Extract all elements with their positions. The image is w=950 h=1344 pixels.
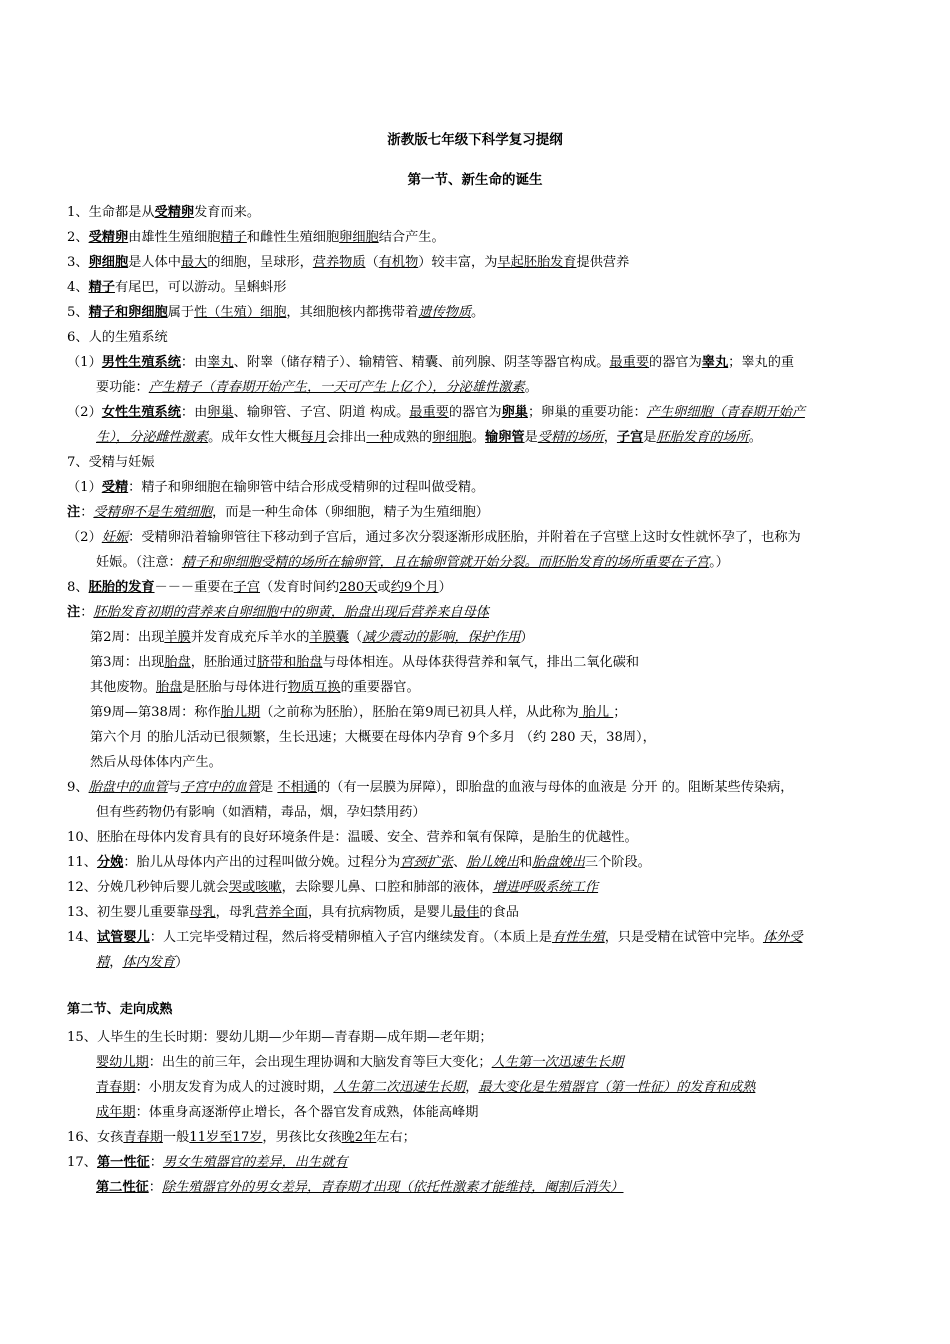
text-run: 青春期 [123, 1130, 163, 1145]
text-run: 营养全面 [255, 905, 308, 920]
text-line [67, 1128, 416, 1148]
text-run: 人生第二次迅速生长期 [333, 1080, 466, 1095]
text-run: ： [80, 505, 94, 520]
text-run: 体内发育 [122, 955, 176, 970]
text-run: 、 [453, 855, 467, 870]
text-run: ，去除婴儿鼻、口腔和肺部的液体， [281, 880, 493, 895]
text-run: ：胎儿从母体内产出的过程叫做分娩。过程分为 [123, 855, 401, 870]
text-run: 8、 [67, 580, 89, 595]
text-run: 结合产生。 [378, 230, 445, 245]
text-run: 一种 [366, 430, 393, 445]
text-run: 第二性征 [96, 1180, 149, 1195]
document-title: 浙教版七年级下科学复习提纲 [387, 132, 563, 148]
text-run: 最佳 [453, 905, 480, 920]
text-run: 男女生殖器官的差异，出生就有 [162, 1155, 348, 1170]
text-line [67, 253, 629, 273]
text-run: 提供营养 [576, 255, 630, 270]
text-run: 子宫中的血管 [180, 780, 261, 795]
text-line [96, 428, 762, 448]
text-run: 17、 [67, 1155, 97, 1170]
text-run: 6、人的生殖系统 [67, 330, 168, 345]
text-run: ，具有抗病物质，是婴儿 [307, 905, 454, 920]
text-run: ：由 [180, 355, 208, 370]
text-run: 母乳 [189, 905, 216, 920]
text-line [67, 503, 489, 523]
text-line [67, 478, 484, 498]
text-run: 发育而来。 [194, 205, 261, 220]
text-run: 子宫 [233, 580, 261, 595]
text-run: 。 [748, 430, 762, 445]
text-run: 但有些药物仍有影响（如酒精，毒品，烟，孕妇禁用药） [96, 805, 426, 820]
text-line [90, 753, 222, 773]
text-run: 早起胚胎发育 [497, 255, 577, 270]
text-run: 妊娠 [101, 530, 129, 545]
text-run: 3、 [67, 255, 89, 270]
text-run: （发育时间约 [260, 580, 340, 595]
text-line [67, 453, 155, 473]
text-run: 。 [471, 305, 485, 320]
text-run: 。成年女性大概 [208, 430, 301, 445]
text-run: 15、人毕生的生长时期：婴幼儿期—少年期—青春期—成年期—老年期； [67, 1030, 493, 1045]
text-run: 精子和卵细胞 [88, 305, 168, 320]
text-run: 最大变化是生殖器官（第一性征）的发育和成熟 [478, 1080, 756, 1095]
section-1-heading: 第一节、新生命的诞生 [407, 172, 543, 188]
text-run: 最重要 [409, 405, 449, 420]
text-run: （2） [67, 405, 102, 420]
text-run: 胎盘中的血管 [88, 780, 168, 795]
text-run: 青春期 [96, 1080, 136, 1095]
text-line [90, 728, 656, 748]
text-run: 的食品 [479, 905, 519, 920]
text-line [67, 403, 805, 423]
text-run: ：体重身高逐渐停止增长，各个器官发育成熟，体能高峰期 [135, 1105, 479, 1120]
text-run: ：由 [180, 405, 208, 420]
text-run: 产生卵细胞（青春期开始产 [646, 405, 805, 420]
text-run: ，而是一种生命体（卵细胞，精子为生殖细胞） [212, 505, 489, 520]
text-run: 第3周：出现 [90, 655, 165, 670]
text-run: 试管婴儿 [96, 930, 150, 945]
text-line [67, 303, 484, 323]
text-run: 。） [709, 555, 729, 570]
text-run: 并发育成充斥羊水的 [190, 630, 310, 645]
text-run: 1、生命都是从 [67, 205, 155, 220]
text-run: 卵细胞 [432, 430, 472, 445]
text-run: 10、胚胎在母体内发育具有的良好环境条件是：温暖、安全、营养和氧有保障，是胎生的优越性。 [67, 830, 638, 845]
text-run: 的重要器官。 [340, 680, 420, 695]
text-run: 增进呼吸系统工作 [492, 880, 599, 895]
text-run: 除生殖器官外的男女差异，青春期才出现（依托性激素才能维持，阉割后消失） [161, 1180, 624, 1195]
text-run: 的器官为 [448, 405, 502, 420]
text-run: 其他废物。 [90, 680, 156, 695]
text-run: ，母乳 [215, 905, 256, 920]
text-run: 12、分娩几秒钟后婴儿就会 [67, 880, 229, 895]
text-line [67, 828, 638, 848]
text-run: ；睾丸的重 [728, 355, 795, 370]
text-run: 是人体中 [128, 255, 181, 270]
text-run: 的器官为 [649, 355, 702, 370]
text-run: 羊膜囊 [309, 630, 349, 645]
text-run: ； [613, 705, 627, 720]
text-run: ， [465, 1080, 479, 1095]
text-run: ： [148, 1180, 162, 1195]
text-run: 精子和卵细胞受精的场所在输卵管，且在输卵管就开始分裂。而胚胎发育的场所重要在子宫 [181, 555, 710, 570]
text-run: ， [109, 955, 123, 970]
text-run: 卵巢 [501, 405, 528, 420]
text-run: 的细胞，呈球形， [207, 255, 313, 270]
text-run: 是胚胎与母体进行 [182, 680, 288, 695]
text-run: 是 [643, 430, 657, 445]
text-run: ， [603, 430, 617, 445]
text-run: 子宫 [616, 430, 644, 445]
text-run: 和 [518, 855, 533, 870]
text-run: 受精卵 [154, 205, 195, 220]
text-run: ；卵巢的重要功能： [527, 405, 647, 420]
text-run: ： [149, 1155, 163, 1170]
text-run: 产生精子（青春期开始产生，一天可产生上亿个），分泌雄性激素 [148, 380, 525, 395]
text-run: 性（生殖）细胞 [194, 305, 287, 320]
text-line [67, 203, 260, 223]
text-run: ）较丰富，为 [418, 255, 498, 270]
text-line [90, 703, 626, 723]
text-run: 卵细胞 [339, 230, 379, 245]
text-run: 、附睾（储存精子）、输精管、精囊、前列腺、阴茎等器官构成。 [233, 355, 610, 370]
text-run: 与母体相连。从母体获得营养和氧气，排出二氧化碳和 [322, 655, 640, 670]
text-run: 受精卵不是生殖细胞 [93, 505, 213, 520]
text-line [67, 328, 168, 348]
text-run: 5、 [67, 305, 89, 320]
text-run: 16、女孩 [67, 1130, 124, 1145]
text-line [67, 878, 598, 898]
text-line [96, 803, 426, 823]
text-run: 、输卵管、子宫、阴道 构成。 [233, 405, 410, 420]
text-line [67, 228, 445, 248]
text-line [67, 1028, 493, 1048]
text-run: 卵巢 [207, 405, 234, 420]
text-line [67, 1153, 348, 1173]
text-run: 属于 [167, 305, 195, 320]
text-run: 受精卵 [88, 230, 129, 245]
text-run: 要功能： [96, 380, 149, 395]
text-run: 羊膜 [164, 630, 191, 645]
text-line [90, 678, 420, 698]
text-run: 遗传物质 [418, 305, 472, 320]
text-run: 是 [260, 780, 278, 795]
text-run: －－－重要在 [154, 580, 234, 595]
text-run: 精子 [220, 230, 247, 245]
text-run: 2、 [67, 230, 89, 245]
text-run: 7、受精与妊娠 [67, 455, 155, 470]
text-run: 精 [96, 955, 110, 970]
text-run: 有尾巴，可以游动。呈蝌蚪形 [114, 280, 287, 295]
text-run: 9、 [67, 780, 89, 795]
text-run: 宫颈扩张 [400, 855, 454, 870]
text-run: 三个阶段。 [584, 855, 651, 870]
text-line [67, 528, 801, 548]
text-run: 物质互换 [287, 680, 341, 695]
text-line [67, 578, 452, 598]
text-run: 卵细胞 [88, 255, 129, 270]
text-run: 第9周—第38周：称作 [90, 705, 221, 720]
text-line [96, 553, 729, 573]
text-run: 一般 [162, 1130, 190, 1145]
text-run: 11岁至17岁 [189, 1130, 263, 1145]
text-run: ） [520, 630, 534, 645]
text-run: ：小朋友发育为成人的过渡时期， [135, 1080, 334, 1095]
text-line [67, 778, 794, 798]
text-run: 睾丸 [207, 355, 234, 370]
text-line [67, 853, 651, 873]
text-run: 第一性征 [96, 1155, 150, 1170]
text-run: 胎盘 [155, 680, 183, 695]
text-run: （1） [67, 355, 102, 370]
text-line [96, 1103, 478, 1123]
text-run: 。 [524, 380, 538, 395]
text-run: 精子 [88, 280, 115, 295]
text-run: 男性生殖系统 [101, 355, 181, 370]
text-run: （2） [67, 530, 102, 545]
text-run: 不相通 [277, 780, 317, 795]
text-run: 脐带和胎盘 [256, 655, 323, 670]
text-run: 胎儿期 [220, 705, 261, 720]
text-run: 妊娠。（注意： [96, 555, 182, 570]
text-run: 与 [167, 780, 181, 795]
text-run: 有机物 [378, 255, 419, 270]
text-run: （ [348, 630, 363, 645]
text-run: 和雌性生殖细胞 [246, 230, 340, 245]
text-run: （ [365, 255, 379, 270]
text-run: 生），分泌雌性激素 [96, 430, 209, 445]
text-run: 减少震动的影响，保护作用 [362, 630, 521, 645]
text-run: 注 [67, 605, 81, 620]
text-run: 最大 [180, 255, 208, 270]
text-run: ：精子和卵细胞在输卵管中结合形成受精卵的过程叫做受精。 [128, 480, 485, 495]
text-run: 11、 [67, 855, 97, 870]
text-run: 最重要 [609, 355, 650, 370]
text-line [96, 953, 188, 973]
text-run: ： [80, 605, 94, 620]
text-run: 人生第一次迅速生长期 [491, 1055, 624, 1070]
text-run: ，其细胞核内都携带着 [286, 305, 419, 320]
text-run: 有性生殖 [551, 930, 605, 945]
text-run: 注 [67, 505, 81, 520]
text-run: 成熟的 [392, 430, 433, 445]
text-run: （1） [67, 480, 102, 495]
text-run: 胎儿 [578, 705, 614, 720]
text-line [67, 903, 519, 923]
text-run: 胚胎发育初期的营养来自卵细胞中的卵黄，胎盘出现后营养来自母体 [93, 605, 489, 620]
text-line [96, 1053, 624, 1073]
text-run: 第2周：出现 [90, 630, 165, 645]
text-run: ：人工完毕受精过程，然后将受精卵植入子宫内继续发育。（本质上是 [149, 930, 552, 945]
text-run: 约9个月 [390, 580, 439, 595]
text-run: 受精 [101, 480, 129, 495]
text-run: ） [175, 955, 189, 970]
text-run: 14、 [67, 930, 97, 945]
text-line [67, 278, 286, 298]
text-run: 输卵管 [485, 430, 525, 445]
text-run: ，只是受精在试管中完毕。 [604, 930, 763, 945]
text-run: 每月 [300, 430, 327, 445]
text-run: 由雄性生殖细胞 [128, 230, 221, 245]
text-run: 体外受 [762, 930, 803, 945]
text-run: 哭或咳嗽 [228, 880, 282, 895]
text-run: 左右； [376, 1130, 416, 1145]
text-run: 4、 [67, 280, 89, 295]
text-run: ：出生的前三年，会出现生理协调和大脑发育等巨大变化； [148, 1055, 492, 1070]
text-run: 胚胎的发育 [88, 580, 155, 595]
text-run: 成年期 [96, 1105, 136, 1120]
text-run: 婴幼儿期 [96, 1055, 149, 1070]
text-run: 女性生殖系统 [101, 405, 181, 420]
text-run: 280天 [339, 580, 378, 595]
text-run: 的（有一层膜为屏障），即胎盘的血液与母体的血液是 分开 的。阻断某些传染病， [316, 780, 794, 795]
text-run: 是 [524, 430, 538, 445]
text-run: 晚2年 [341, 1130, 377, 1145]
text-line [96, 1178, 624, 1198]
text-line [67, 928, 803, 948]
text-line [90, 653, 639, 673]
text-run: 受精的场所 [537, 430, 604, 445]
text-run: 营养物质 [312, 255, 366, 270]
text-run: 第六个月 的胎儿活动已很频繁，生长迅速；大概要在母体内孕育 9个多月 （约 280 天，38周）， [90, 730, 656, 745]
text-run: 13、初生婴儿重要靠 [67, 905, 190, 920]
section-2-heading: 第二节、走向成熟 [67, 1002, 173, 1017]
text-run: ，胚胎通过 [190, 655, 257, 670]
text-run: 胎盘娩出 [532, 855, 585, 870]
text-run: 睾丸 [701, 355, 729, 370]
text-line [96, 378, 538, 398]
text-line [96, 1078, 755, 1098]
text-run: 胎盘 [164, 655, 191, 670]
text-run: 会排出 [326, 430, 367, 445]
text-run: （之前称为胚胎），胚胎在第9周已初具人样，从此称为 [260, 705, 579, 720]
text-run: 胚胎发育的场所 [656, 430, 749, 445]
text-run: 分娩 [96, 855, 124, 870]
text-line [67, 603, 489, 623]
text-run: ） [438, 580, 452, 595]
text-run: ，男孩比女孩 [262, 1130, 342, 1145]
text-line [67, 353, 794, 373]
text-run: 胎儿娩出 [466, 855, 519, 870]
text-run: 。 [471, 430, 486, 445]
text-run: 或 [377, 580, 391, 595]
text-run: 然后从母体体内产生。 [90, 755, 222, 770]
text-line [90, 628, 534, 648]
text-run: ：受精卵沿着输卵管往下移动到子宫后，通过多次分裂逐渐形成胚胎，并附着在子宫壁上这时女性就怀孕了，也称为 [128, 530, 801, 545]
